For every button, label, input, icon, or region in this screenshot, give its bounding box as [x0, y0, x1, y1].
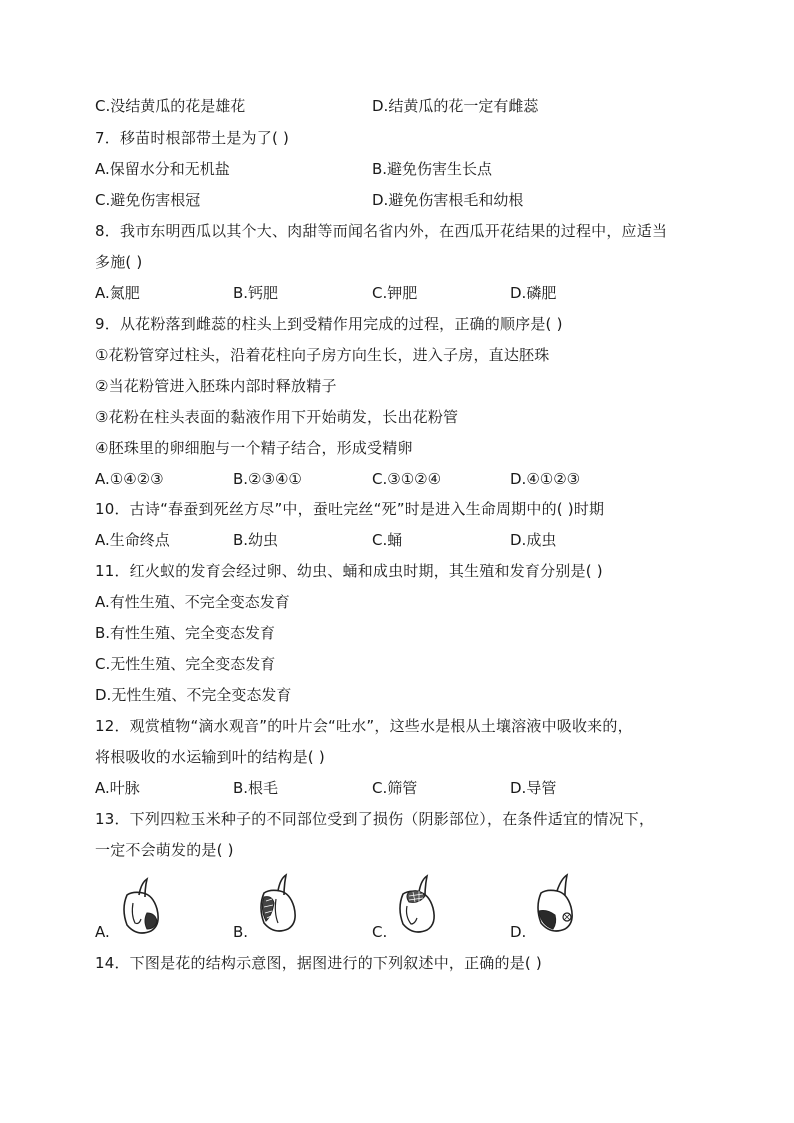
q14-stem: 14．下图是花的结构示意图，据图进行的下列叙述中，正确的是( ) — [95, 954, 542, 972]
q12-option-b: B.根毛 — [233, 779, 279, 797]
corn-seed-d-figure — [527, 873, 583, 935]
q9-stem: 9．从花粉落到雌蕊的柱头上到受精作用完成的过程，正确的顺序是( ) — [95, 315, 563, 333]
q9-statement-2: ②当花粉管进入胚珠内部时释放精子 — [95, 377, 337, 395]
q8-option-a: A.氮肥 — [95, 284, 140, 302]
q10-option-c: C.蛹 — [372, 531, 403, 549]
q11-stem: 11．红火蚁的发育会经过卵、幼虫、蛹和成虫时期，其生殖和发育分别是( ) — [95, 562, 603, 580]
q11-option-c: C.无性生殖、完全变态发育 — [95, 655, 276, 673]
q8-option-b: B.钙肥 — [233, 284, 279, 302]
q12-stem-line2: 将根吸收的水运输到叶的结构是( ) — [95, 748, 325, 766]
q9-option-d: D.④①②③ — [510, 470, 581, 488]
q13-option-b: B. — [233, 923, 249, 941]
q9-option-b: B.②③④① — [233, 470, 302, 488]
q13-option-c: C. — [372, 923, 388, 941]
q7-option-b: B.避免伤害生长点 — [372, 160, 493, 178]
q10-stem: 10．古诗“春蚕到死丝方尽”中，蚕吐完丝“死”时是进入生命周期中的( )时期 — [95, 500, 605, 518]
q10-option-b: B.幼虫 — [233, 531, 279, 549]
q7-stem: 7．移苗时根部带土是为了( ) — [95, 129, 290, 147]
q7-option-d: D.避免伤害根毛和幼根 — [372, 191, 524, 209]
q6-option-c: C.没结黄瓜的花是雄花 — [95, 97, 246, 115]
q8-stem-line1: 8．我市东明西瓜以其个大、肉甜等而闻名省内外，在西瓜开花结果的过程中，应适当 — [95, 222, 668, 240]
corn-seed-c-figure — [389, 874, 445, 936]
q11-option-d: D.无性生殖、不完全变态发育 — [95, 686, 292, 704]
q9-statement-3: ③花粉在柱头表面的黏液作用下开始萌发，长出花粉管 — [95, 408, 459, 426]
q11-option-a: A.有性生殖、不完全变态发育 — [95, 593, 290, 611]
q13-option-d: D. — [510, 923, 527, 941]
q9-statement-1: ①花粉管穿过柱头，沿着花柱向子房方向生长，进入子房，直达胚珠 — [95, 346, 550, 364]
q7-option-c: C.避免伤害根冠 — [95, 191, 201, 209]
q11-option-b: B.有性生殖、完全变态发育 — [95, 624, 276, 642]
q10-option-a: A.生命终点 — [95, 531, 170, 549]
q13-stem-line2: 一定不会萌发的是( ) — [95, 841, 234, 859]
q8-option-c: C.钾肥 — [372, 284, 418, 302]
q9-statement-4: ④胚珠里的卵细胞与一个精子结合，形成受精卵 — [95, 439, 413, 457]
q9-option-c: C.③①②④ — [372, 470, 442, 488]
q12-option-a: A.叶脉 — [95, 779, 140, 797]
corn-seed-a-figure — [113, 875, 169, 937]
corn-seed-b-figure — [250, 873, 306, 935]
q12-option-c: C.筛管 — [372, 779, 418, 797]
q12-option-d: D.导管 — [510, 779, 557, 797]
q13-option-a: A. — [95, 923, 110, 941]
q6-option-d: D.结黄瓜的花一定有雌蕊 — [372, 97, 539, 115]
q8-option-d: D.磷肥 — [510, 284, 557, 302]
q9-option-a: A.①④②③ — [95, 470, 164, 488]
q13-stem-line1: 13．下列四粒玉米种子的不同部位受到了损伤（阴影部位），在条件适宜的情况下， — [95, 810, 655, 828]
q10-option-d: D.成虫 — [510, 531, 557, 549]
q8-stem-line2: 多施( ) — [95, 253, 143, 271]
q7-option-a: A.保留水分和无机盐 — [95, 160, 230, 178]
q12-stem-line1: 12．观赏植物“滴水观音”的叶片会“吐水”，这些水是根从土壤溶液中吸收来的， — [95, 717, 633, 735]
